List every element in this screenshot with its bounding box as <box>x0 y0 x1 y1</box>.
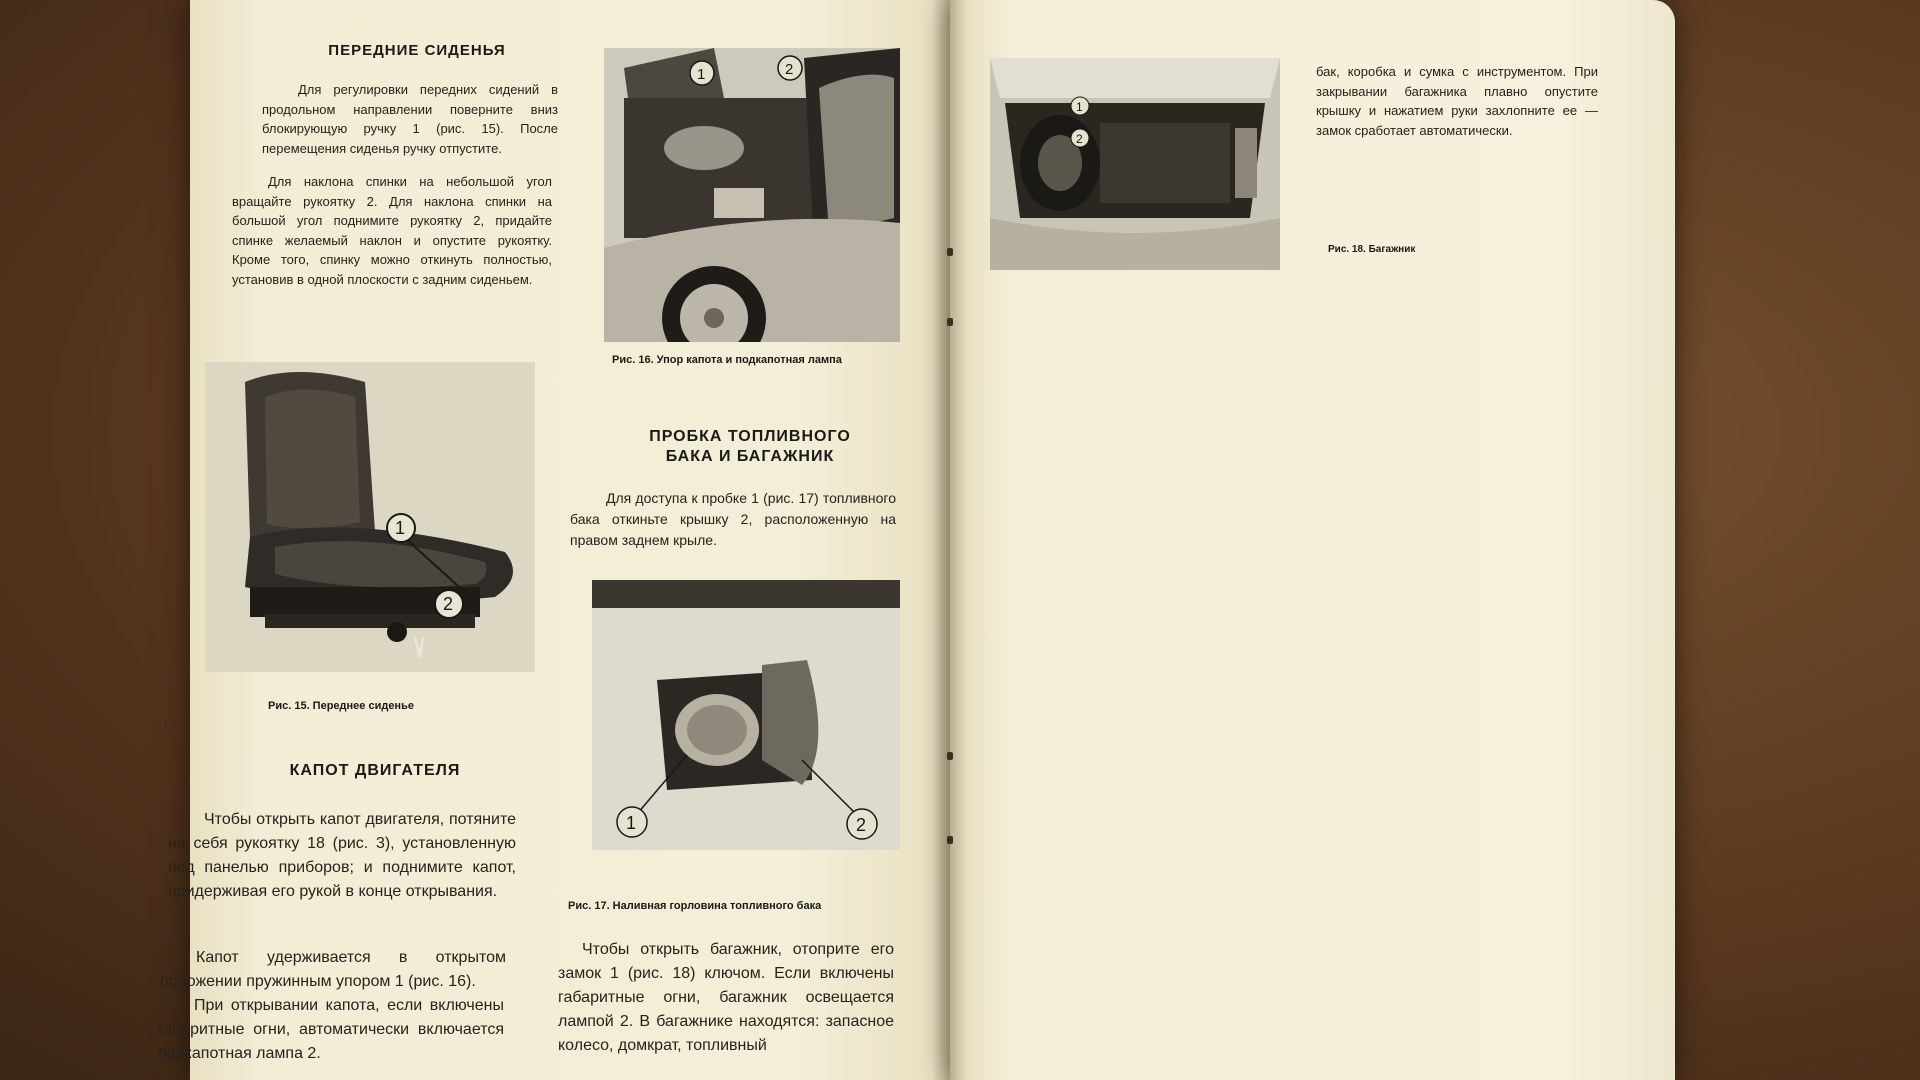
figure-15-caption: Рис. 15. Переднее сиденье <box>268 700 414 712</box>
front-seats-paragraph-2: Для наклона спинки на небольшой угол вращайте рукоятку 2. Для наклона спинки на большой угол поднимите рукоятку 2, придайте спинке желаемый наклон и опустите рукоятку. Кроме того, спинку можно откинуть полностью, установив в одной плоскости с задним сиденьем. <box>232 174 552 287</box>
fig17-callout-1: 1 <box>626 813 637 833</box>
trunk-paragraph: Чтобы открыть багажник, отоприте его замок 1 (рис. 18) ключом. Если включены габаритные огни, багажник освещается лампой 2. В багажнике находятся: запасное колесо, домкрат, топливный <box>558 941 894 1054</box>
trunk-illustration <box>990 58 1280 270</box>
hood-heading: КАПОТ ДВИГАТЕЛЯ <box>289 762 461 779</box>
hood-paragraph-2: Капот удерживается в открытом положении пружинным упором 1 (рис. 16). <box>160 949 506 990</box>
staple <box>947 318 953 326</box>
figure-17-caption: Рис. 17. Наливная горловина топливного бака <box>568 900 822 912</box>
hood-paragraph-3: При открывании капота, если включены габаритные огни, автоматически включается подкапотная лампа 2. <box>158 997 504 1062</box>
seat-illustration <box>205 362 535 672</box>
front-seats-heading: ПЕРЕДНИЕ СИДЕНЬЯ <box>328 42 506 59</box>
fuel-heading-line-1: ПРОБКА ТОПЛИВНОГО <box>649 428 851 445</box>
figure-18-caption: Рис. 18. Багажник <box>1328 244 1416 255</box>
trunk-continued-paragraph: бак, коробка и сумка с инструментом. При закрывании багажника плавно опустите крышку и нажатием руки захлопните ее — замок сработает автоматически. <box>1316 64 1598 138</box>
hood-illustration <box>604 48 900 342</box>
figure-15-seat-photo <box>205 362 535 672</box>
staple <box>947 752 953 760</box>
fig18-callout-1: 1 <box>1076 100 1083 114</box>
fuel-paragraph: Для доступа к пробке 1 (рис. 17) топливного бака откиньте крышку 2, расположенную на правом заднем крыле. <box>570 490 896 548</box>
fig16-callout-2: 2 <box>785 61 794 78</box>
fuel-heading-line-2: БАКА И БАГАЖНИК <box>665 448 835 465</box>
figure-17-fuel-cap-photo <box>592 580 900 850</box>
fig15-callout-1: 1 <box>395 518 406 538</box>
staple <box>947 836 953 844</box>
front-seats-paragraph-1: Для регулировки передних сидений в продольном направлении поверните вниз блокирующую ручку 1 (рис. 15). После перемещения сиденья ручку отпустите. <box>262 82 558 156</box>
staple <box>947 248 953 256</box>
fig17-callout-2: 2 <box>856 815 867 835</box>
figure-16-hood-photo <box>604 48 900 342</box>
fig18-callout-2: 2 <box>1076 132 1083 146</box>
figure-18-trunk-photo <box>990 58 1280 270</box>
book-gutter <box>932 0 968 1080</box>
figure-16-caption: Рис. 16. Упор капота и подкапотная лампа <box>612 354 842 366</box>
hood-paragraph-1: Чтобы открыть капот двигателя, потяните на себя рукоятку 18 (рис. 3), установленную под панелью приборов; и поднимите капот, придерживая его рукой в конце открывания. <box>168 811 516 900</box>
fuel-cap-illustration <box>592 580 900 850</box>
fig16-callout-1: 1 <box>697 66 706 83</box>
fig15-callout-2: 2 <box>443 594 454 614</box>
